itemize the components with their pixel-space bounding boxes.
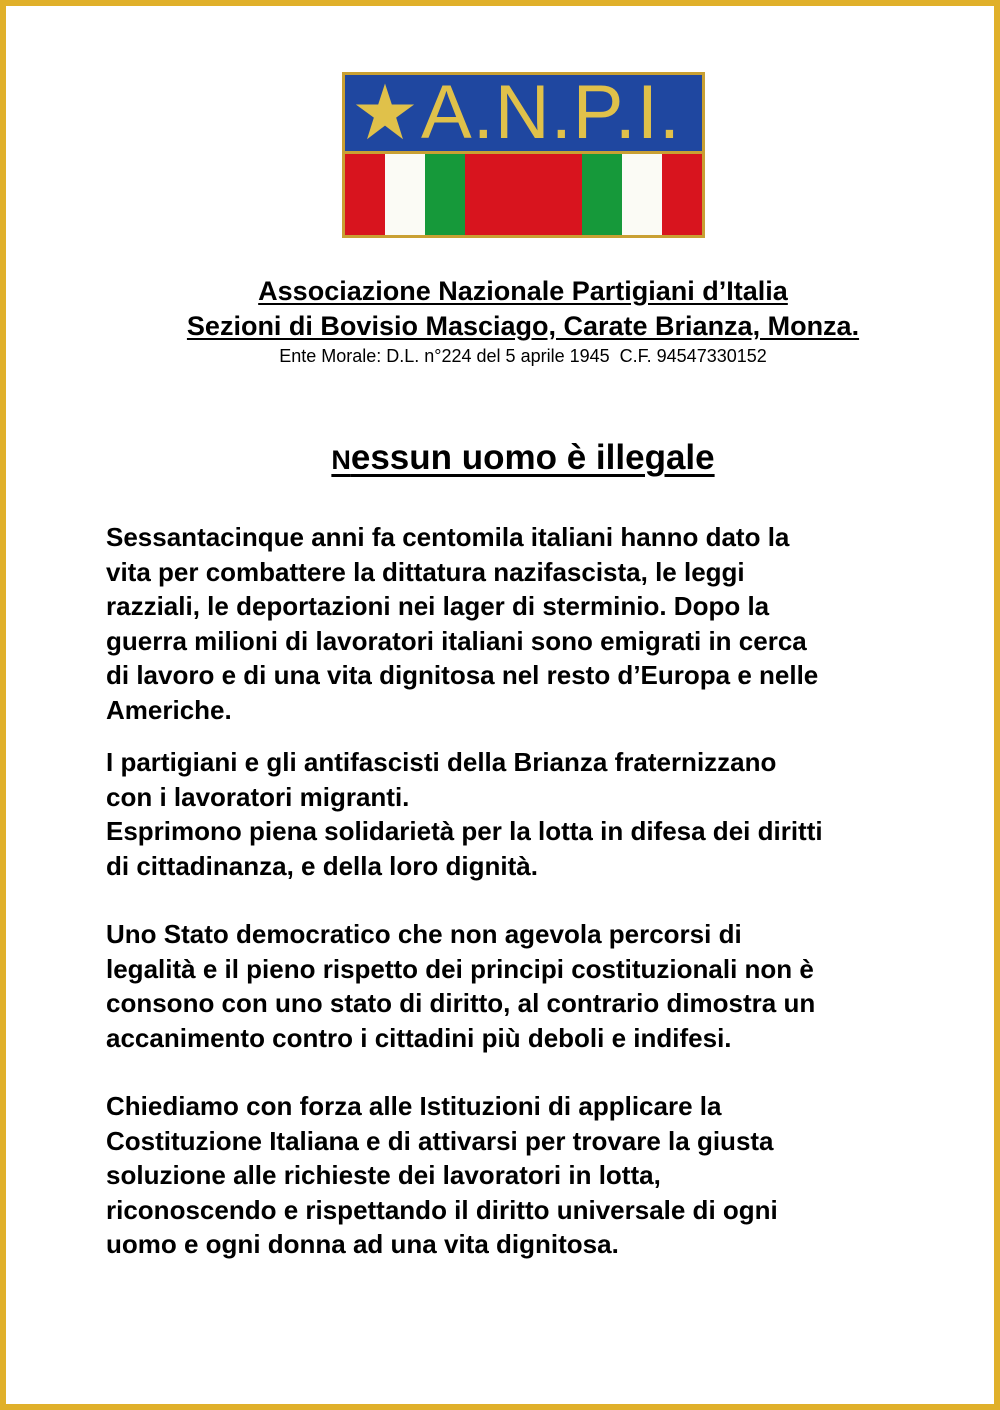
paragraph-line: Esprimono piena solidarietà per la lotta in difesa dei diritti	[106, 816, 823, 846]
paragraph-line: soluzione alle richieste dei lavoratori in lotta,	[106, 1160, 661, 1190]
logo-flag-band	[345, 154, 702, 235]
organization-sections: Sezioni di Bovisio Masciago, Carate Brianza, Monza.	[186, 311, 860, 341]
flag-stripe-green	[582, 154, 622, 235]
paragraph-line: Americhe.	[106, 694, 232, 725]
paragraph-line: Chiediamo con forza alle Istituzioni di applicare la	[106, 1091, 722, 1121]
document-title	[23, 438, 1000, 478]
flag-stripe-green	[425, 154, 465, 235]
paragraph-line: guerra milioni di lavoratori italiani sono emigrati in cerca	[106, 625, 807, 656]
paragraph-line: di cittadinanza, e della loro dignità.	[106, 850, 538, 881]
paragraph-line: uomo e ogni donna ad una vita dignitosa.	[106, 1229, 619, 1259]
flag-stripe-red	[345, 154, 385, 235]
paragraph-line: vita per combattere la dittatura nazifascista, le leggi	[106, 556, 745, 587]
flag-stripe-white	[385, 154, 425, 235]
paragraph-line: consono con uno stato di diritto, al contrario dimostra un	[106, 988, 816, 1018]
paragraph-line: I partigiani e gli antifascisti della Brianza fraternizzano	[106, 747, 777, 777]
paragraph-line: Costituzione Italiana e di attivarsi per trovare la giusta	[106, 1125, 774, 1156]
paragraph	[106, 814, 946, 883]
paragraph	[106, 520, 946, 727]
flag-stripe-white	[622, 154, 662, 235]
organization-name: Associazione Nazionale Partigiani d’Italia	[258, 276, 788, 306]
title-first-letter: N	[331, 445, 351, 475]
paragraph-line: con i lavoratori migranti.	[106, 781, 410, 812]
paragraph	[106, 1089, 946, 1262]
flag-stripe-red	[465, 154, 582, 235]
star-icon	[353, 81, 417, 143]
paragraph-line: Uno Stato democratico che non agevola percorsi di	[106, 919, 742, 949]
logo-text: A.N.P.I.	[421, 75, 682, 151]
paragraph-line: accanimento contro i cittadini più deboli e indifesi.	[106, 1022, 732, 1053]
anpi-logo	[342, 72, 705, 238]
paragraph-line: razziali, le deportazioni nei lager di sterminio. Dopo la	[106, 591, 770, 621]
logo-blue-band	[345, 75, 702, 151]
paragraph-line: riconoscendo e rispettando il diritto universale di ogni	[106, 1194, 778, 1225]
paragraph-line: legalità e il pieno rispetto dei principi costituzionali non è	[106, 953, 814, 984]
legal-info: Ente Morale: D.L. n°224 del 5 aprile 1945 C.F. 94547330152	[279, 346, 767, 366]
flag-stripe-red	[662, 154, 702, 235]
title-text: essun uomo è illegale	[350, 438, 715, 477]
paragraph-line: Sessantacinque anni fa centomila italiani hanno dato la	[106, 522, 790, 552]
paragraph-line: di lavoro e di una vita dignitosa nel resto d’Europa e nelle	[106, 660, 819, 690]
paragraph	[106, 745, 946, 814]
paragraph	[106, 917, 946, 1055]
